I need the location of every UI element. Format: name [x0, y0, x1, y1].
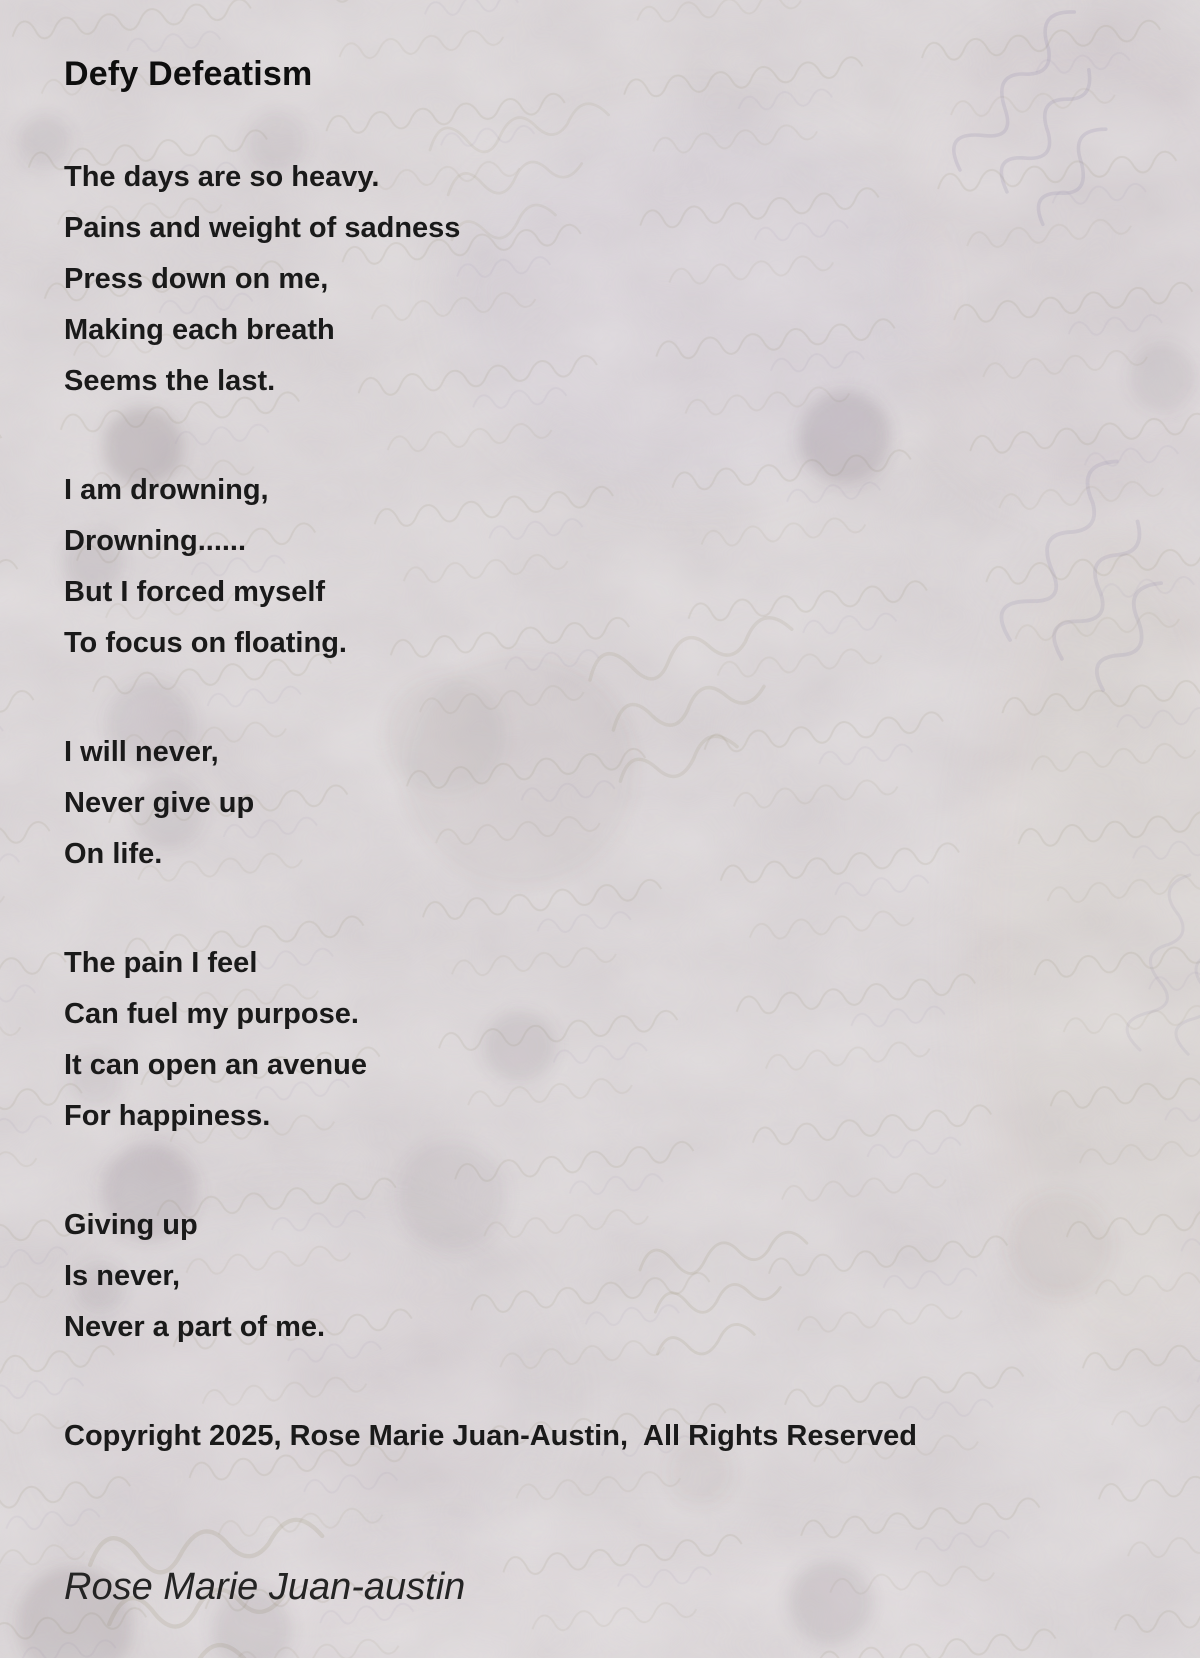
poem-line: Pains and weight of sadness	[64, 212, 461, 244]
poem-line: Never a part of me.	[64, 1311, 326, 1343]
poem-line: The days are so heavy.	[64, 161, 380, 193]
poem-line: I am drowning,	[64, 474, 269, 506]
poem-line: Seems the last.	[64, 365, 276, 397]
poem-line: Press down on me,	[64, 263, 329, 295]
poem-line: But I forced myself	[64, 576, 326, 608]
poem-line: I will never,	[64, 736, 219, 768]
poem-line: Is never,	[64, 1260, 181, 1292]
poem-line: Never give up	[64, 787, 255, 819]
poem-line: To focus on floating.	[64, 627, 347, 659]
stanza-1	[64, 152, 1140, 407]
poem-line: Can fuel my purpose.	[64, 998, 359, 1030]
copyright-line: Copyright 2025, Rose Marie Juan-Austin, All Rights Reserved	[64, 1420, 918, 1452]
poem-line: Making each breath	[64, 314, 335, 346]
stanza-3	[64, 727, 1140, 880]
poem-line: The pain I feel	[64, 947, 258, 979]
poem-line: On life.	[64, 838, 163, 870]
poem-line: For happiness.	[64, 1100, 271, 1132]
poem-line: Drowning......	[64, 525, 247, 557]
poem-line: Giving up	[64, 1209, 198, 1241]
stanza-2	[64, 465, 1140, 669]
stanza-5	[64, 1200, 1140, 1353]
stanza-4	[64, 938, 1140, 1142]
poem-title: Defy Defeatism	[64, 55, 313, 93]
poem-line: It can open an avenue	[64, 1049, 367, 1081]
author-signature: Rose Marie Juan-austin	[64, 1566, 466, 1608]
